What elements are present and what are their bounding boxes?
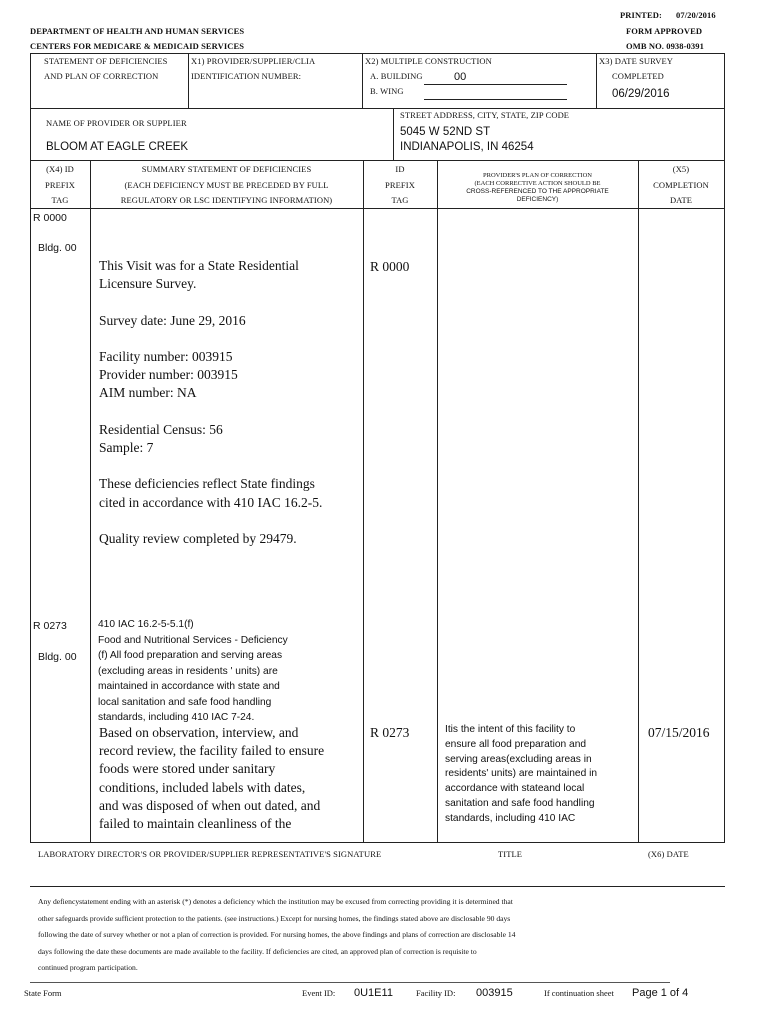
address-label: STREET ADDRESS, CITY, STATE, ZIP CODE [400,110,570,120]
date-survey-completed: 06/29/2016 [612,88,670,100]
plan-line: sanitation and safe food handling [445,797,595,809]
id-header-1: ID [395,164,405,174]
omb-number: OMB NO. 0938-0391 [626,41,704,51]
entry-2-building: Bldg. 00 [38,651,77,663]
provider-name-label: NAME OF PROVIDER OR SUPPLIER [46,118,187,128]
x1-label-2: IDENTIFICATION NUMBER: [191,71,302,81]
findings-line: conditions, included labels with dates, [99,779,306,795]
entry-1-summary [99,257,322,548]
x6-date-label: (X6) DATE [648,849,689,859]
summary-line: Sample: 7 [99,440,154,456]
findings-line: record review, the facility failed to ensure [99,743,325,759]
x2-label: X2) MULTIPLE CONSTRUCTION [365,56,492,66]
regulation-line: maintained in accordance with state and [98,681,280,692]
provider-name-value: BLOOM AT EAGLE CREEK [46,141,189,153]
summary-header-3: REGULATORY OR LSC IDENTIFYING INFORMATION) [120,195,333,205]
address-line-2: INDIANAPOLIS, IN 46254 [400,141,534,153]
statement-label-2: AND PLAN OF CORRECTION [44,71,159,81]
findings-line: and was disposed of when out dated, and [99,797,321,813]
summary-line [99,403,322,421]
id-header-3: TAG [391,195,409,205]
x5-header-1: (X5) [672,164,690,174]
plan-line: Itis the intent of this facility to [445,724,576,735]
plan-header-1: PROVIDER'S PLAN OF CORRECTION [483,172,592,179]
findings-line: failed to maintain cleanliness of the [99,816,292,832]
event-id-label: Event ID: [302,988,336,998]
summary-line: Quality review completed by 29479. [99,531,297,547]
footnote-line: following the date of survey whether or not a plan of correction is provided. For nursing homes, the above findings and plans of correction are disclosable 14 [38,930,516,940]
summary-line [99,512,322,530]
title-label: TITLE [498,849,523,859]
summary-line: Licensure Survey. [99,276,197,292]
footnote-line: continued program participation. [38,963,138,973]
page-number: Page 1 of 4 [632,987,689,999]
regulation-line: 410 IAC 16.2-5-5.1(f) [98,619,194,630]
entry-2-id-tag: R 0273 [370,725,410,740]
continuation-label: If continuation sheet [544,988,614,998]
summary-line: These deficiencies reflect State findings [99,476,315,492]
footnote-line: other safeguards provide sufficient protection to the patients. (see instructions.) Except for nursing homes, the findings stated above are disclosable 90 days [38,913,511,923]
footnote-line: Any defiencystatement ending with an asterisk (*) denotes a deficiency which the institution may be excused from correcting providing it is determined that [38,897,513,906]
regulation-line: (excluding areas in residents ' units) are [98,665,278,677]
entry-2-completion-date: 07/15/2016 [648,725,710,740]
regulation-line: (f) All food preparation and serving areas [98,650,283,661]
summary-line [99,457,322,475]
regulation-line: Food and Nutritional Services - Deficiency [98,634,288,646]
regulation-line: standards, including 410 IAC 7-24. [98,712,255,723]
plan-header-3: CROSS-REFERENCED TO THE APPROPRIATE [466,188,609,195]
facility-id-value: 003915 [476,987,513,999]
footnote-line: days following the date these documents are made available to the facility. If deficiencies are cited, an approved plan of correction is requisite to [38,946,477,956]
footnote-disclaimer [38,894,515,977]
facility-id-label: Facility ID: [416,988,456,998]
wing-label: B. WING [370,86,404,96]
summary-line: cited in accordance with 410 IAC 16.2-5. [99,494,323,510]
form-approved-label: FORM APPROVED [626,26,703,36]
x4-header-1: (X4) ID [46,164,74,174]
findings-line: Based on observation, interview, and [99,725,299,740]
findings-line: foods were stored under sanitary [99,761,276,777]
entry-1-tag: R 0000 [33,212,67,224]
plan-line: residents' units) are maintained in [445,768,598,780]
state-form-label: State Form [24,988,62,998]
address-line-1: 5045 W 52ND ST [400,126,491,138]
entry-1-id-tag: R 0000 [370,259,410,274]
summary-line: Provider number: 003915 [99,367,238,383]
entry-2-findings [99,724,324,833]
entry-2-plan-of-correction [445,723,597,827]
id-header-2: PREFIX [385,180,415,190]
plan-line: standards, including 410 IAC [445,812,576,824]
regulation-line: local sanitation and safe food handling [98,696,272,708]
building-value: 00 [454,71,467,83]
plan-line: serving areas(excluding areas in [445,753,592,765]
x5-header-2: COMPLETION [653,180,709,190]
plan-header-4: DEFICIENCY) [516,196,559,203]
summary-line [99,293,322,311]
plan-header-2: (EACH CORRECTIVE ACTION SHOULD BE [474,180,601,187]
plan-line: ensure all food preparation and [445,738,587,750]
centers-title: CENTERS FOR MEDICARE & MEDICAID SERVICES [30,41,245,51]
x4-header-2: PREFIX [45,180,75,190]
signature-label: LABORATORY DIRECTOR'S OR PROVIDER/SUPPLIER REPRESENTATIVE'S SIGNATURE [38,849,382,859]
entry-1-building: Bldg. 00 [38,242,77,254]
entry-2-tag: R 0273 [33,620,67,632]
summary-line: Facility number: 003915 [99,349,233,365]
x3-label-2: COMPLETED [612,71,664,81]
summary-line: Residential Census: 56 [99,421,223,437]
x1-label-1: X1) PROVIDER/SUPPLIER/CLIA [191,56,316,66]
department-title: DEPARTMENT OF HEALTH AND HUMAN SERVICES [30,26,245,36]
statement-label-1: STATEMENT OF DEFICIENCIES [44,56,168,66]
x3-label-1: X3) DATE SURVEY [599,56,674,66]
summary-line: Survey date: June 29, 2016 [99,312,246,328]
x4-header-3: TAG [51,195,69,205]
plan-line: accordance with stateand local [445,783,585,795]
summary-line: This Visit was for a State Residential [99,258,299,273]
summary-line [99,330,322,348]
printed-label: PRINTED: [620,10,662,20]
entry-2-regulation [98,617,288,726]
building-label: A. BUILDING [370,71,423,81]
printed-date: 07/20/2016 [676,10,716,20]
summary-header-1: SUMMARY STATEMENT OF DEFICIENCIES [141,164,312,174]
summary-line: AIM number: NA [99,385,197,401]
x5-header-3: DATE [669,195,693,205]
event-id-value: 0U1E11 [354,987,393,999]
summary-header-2: (EACH DEFICIENCY MUST BE PRECEDED BY FULL [124,180,329,190]
